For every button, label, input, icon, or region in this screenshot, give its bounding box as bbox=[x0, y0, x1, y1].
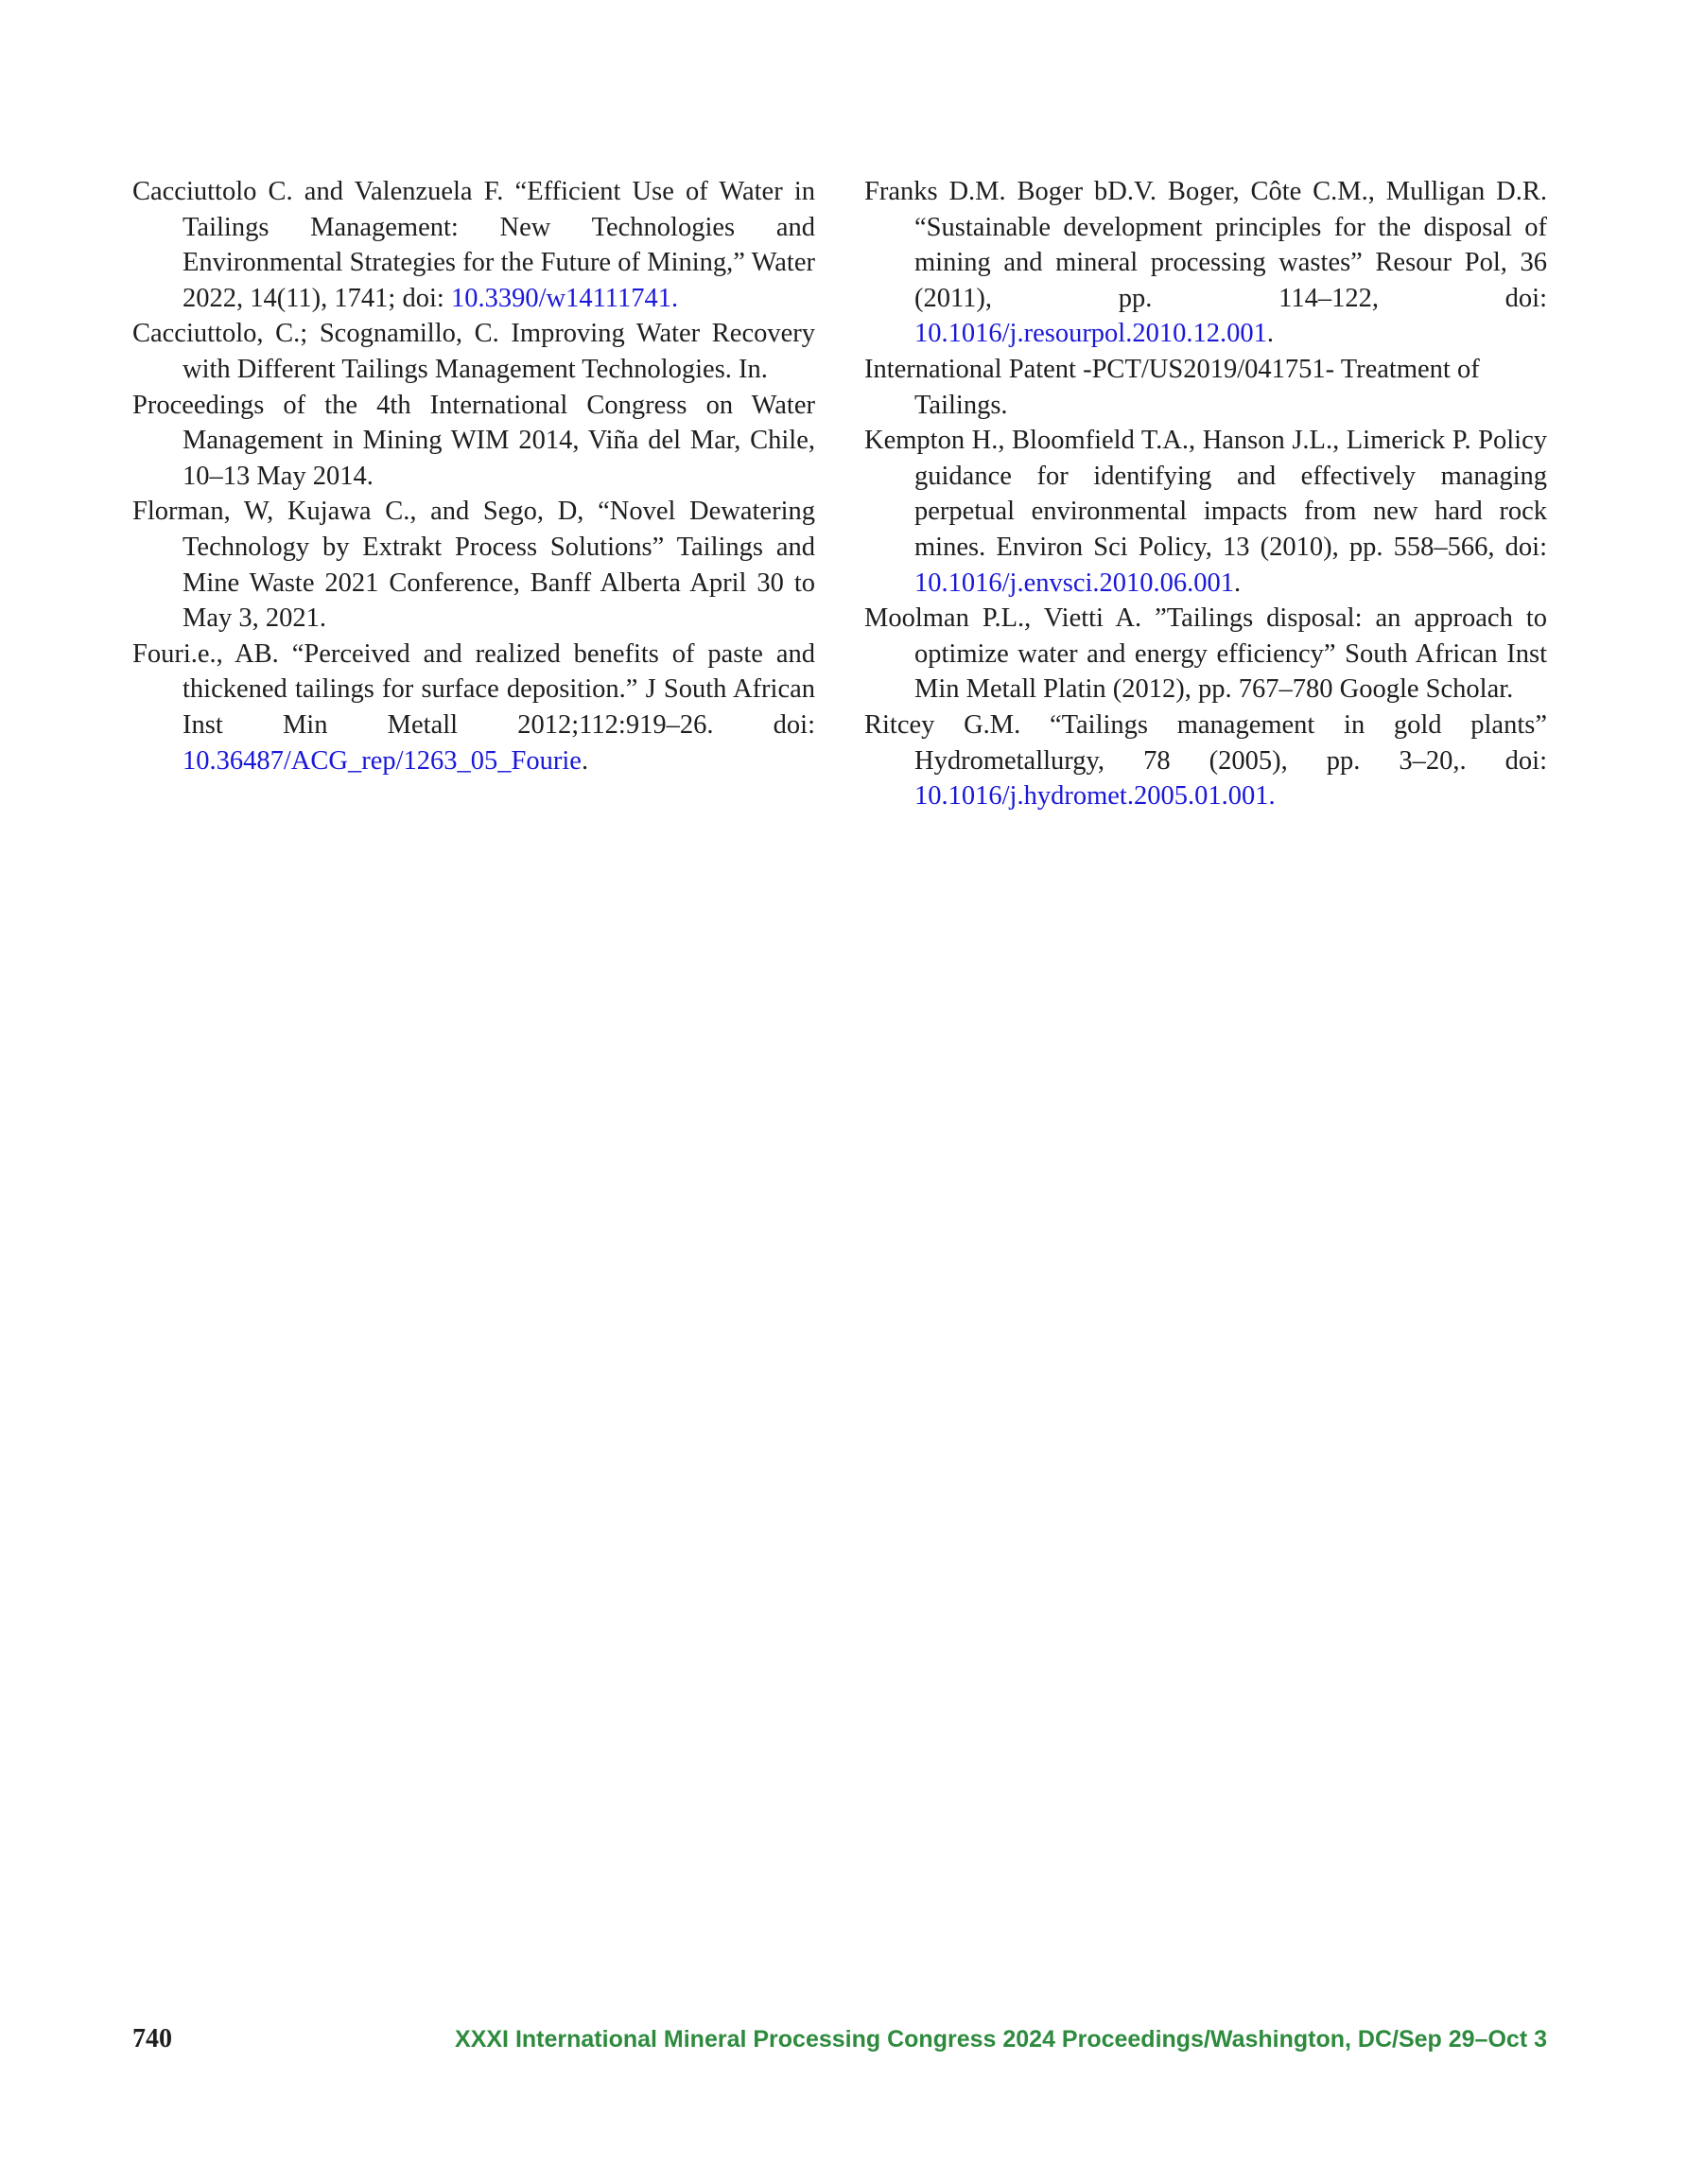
reference-text: Ritcey G.M. “Tailings management in gold plants” Hydrometallurgy, 78 (2005), pp. 3–20,. doi: bbox=[864, 709, 1547, 776]
reference-text: International Patent -PCT/US2019/041751- Treatment of Tailings. bbox=[864, 354, 1480, 420]
reference-entry bbox=[132, 494, 815, 636]
reference-tail: . bbox=[1266, 319, 1274, 349]
reference-text: Cacciuttolo C. and Valenzuela F. “Efficient Use of Water in Tailings Management: New Technologies and Environmental Strategies for the Future of Mining,” Water 2022, 14(11), 1741; doi: bbox=[132, 177, 815, 313]
reference-text: Kempton H., Bloomfield T.A., Hanson J.L., Limerick P. Policy guidance for identifying and effectively managing perpetual environmental impacts from new hard rock mines. Environ Sci Policy, 13 (2010), pp. 558–566, doi: bbox=[864, 426, 1547, 562]
doi-link[interactable]: 10.1016/j.envsci.2010.06.001 bbox=[914, 568, 1235, 598]
reference-text: Moolman P.L., Vietti A. ”Tailings disposal: an approach to optimize water and energy efficiency” South African Inst Min Metall Platin (2012), pp. 767–780 Google Scholar. bbox=[864, 603, 1547, 705]
doi-link[interactable]: 10.36487/ACG_rep/1263_05_Fourie bbox=[183, 745, 582, 776]
reference-entry bbox=[864, 423, 1547, 601]
reference-tail: . bbox=[1234, 568, 1242, 598]
reference-entry bbox=[132, 174, 815, 316]
doi-link[interactable]: 10.1016/j.resourpol.2010.12.001 bbox=[914, 319, 1267, 349]
doi-link[interactable]: 10.1016/j.hydromet.2005.01.001. bbox=[914, 781, 1276, 812]
reference-text: Franks D.M. Boger bD.V. Boger, Côte C.M., Mulligan D.R. “Sustainable development principles for the disposal of mining and mineral processing wastes” Resour Pol, 36 (2011), pp. 114–122, doi: bbox=[864, 177, 1547, 313]
references-right-column bbox=[864, 174, 1547, 814]
reference-entry bbox=[864, 174, 1547, 352]
reference-entry bbox=[132, 637, 815, 778]
reference-text: Proceedings of the 4th International Congress on Water Management in Mining WIM 2014, Viña del Mar, Chile, 10–13 May 2014. bbox=[132, 390, 815, 491]
reference-text: Cacciuttolo, C.; Scognamillo, C. Improving Water Recovery with Different Tailings Management Technologies. In. bbox=[132, 319, 815, 384]
reference-entry bbox=[864, 601, 1547, 708]
reference-entry bbox=[132, 316, 815, 387]
reference-entry bbox=[864, 708, 1547, 814]
doi-link[interactable]: 10.3390/w14111741. bbox=[450, 283, 679, 313]
references-left-column bbox=[132, 174, 815, 778]
reference-entry bbox=[864, 352, 1547, 423]
reference-text: Florman, W, Kujawa C., and Sego, D, “Novel Dewatering Technology by Extrakt Process Solutions” Tailings and Mine Waste 2021 Conference, Banff Alberta April 30 to May 3, 2021. bbox=[132, 497, 815, 634]
page-footer bbox=[132, 2024, 1547, 2062]
running-footer-title: XXXI International Mineral Processing Congress 2024 Proceedings/Washington, DC/Sep 29–Oct 3 bbox=[455, 2026, 1547, 2053]
page-number: 740 bbox=[132, 2024, 172, 2053]
reference-tail: . bbox=[581, 745, 589, 776]
reference-text: Fouri.e., AB. “Perceived and realized benefits of paste and thickened tailings for surface deposition.” J South African Inst Min Metall 2012;112:919–26. doi: bbox=[132, 638, 815, 740]
reference-entry bbox=[132, 388, 815, 495]
